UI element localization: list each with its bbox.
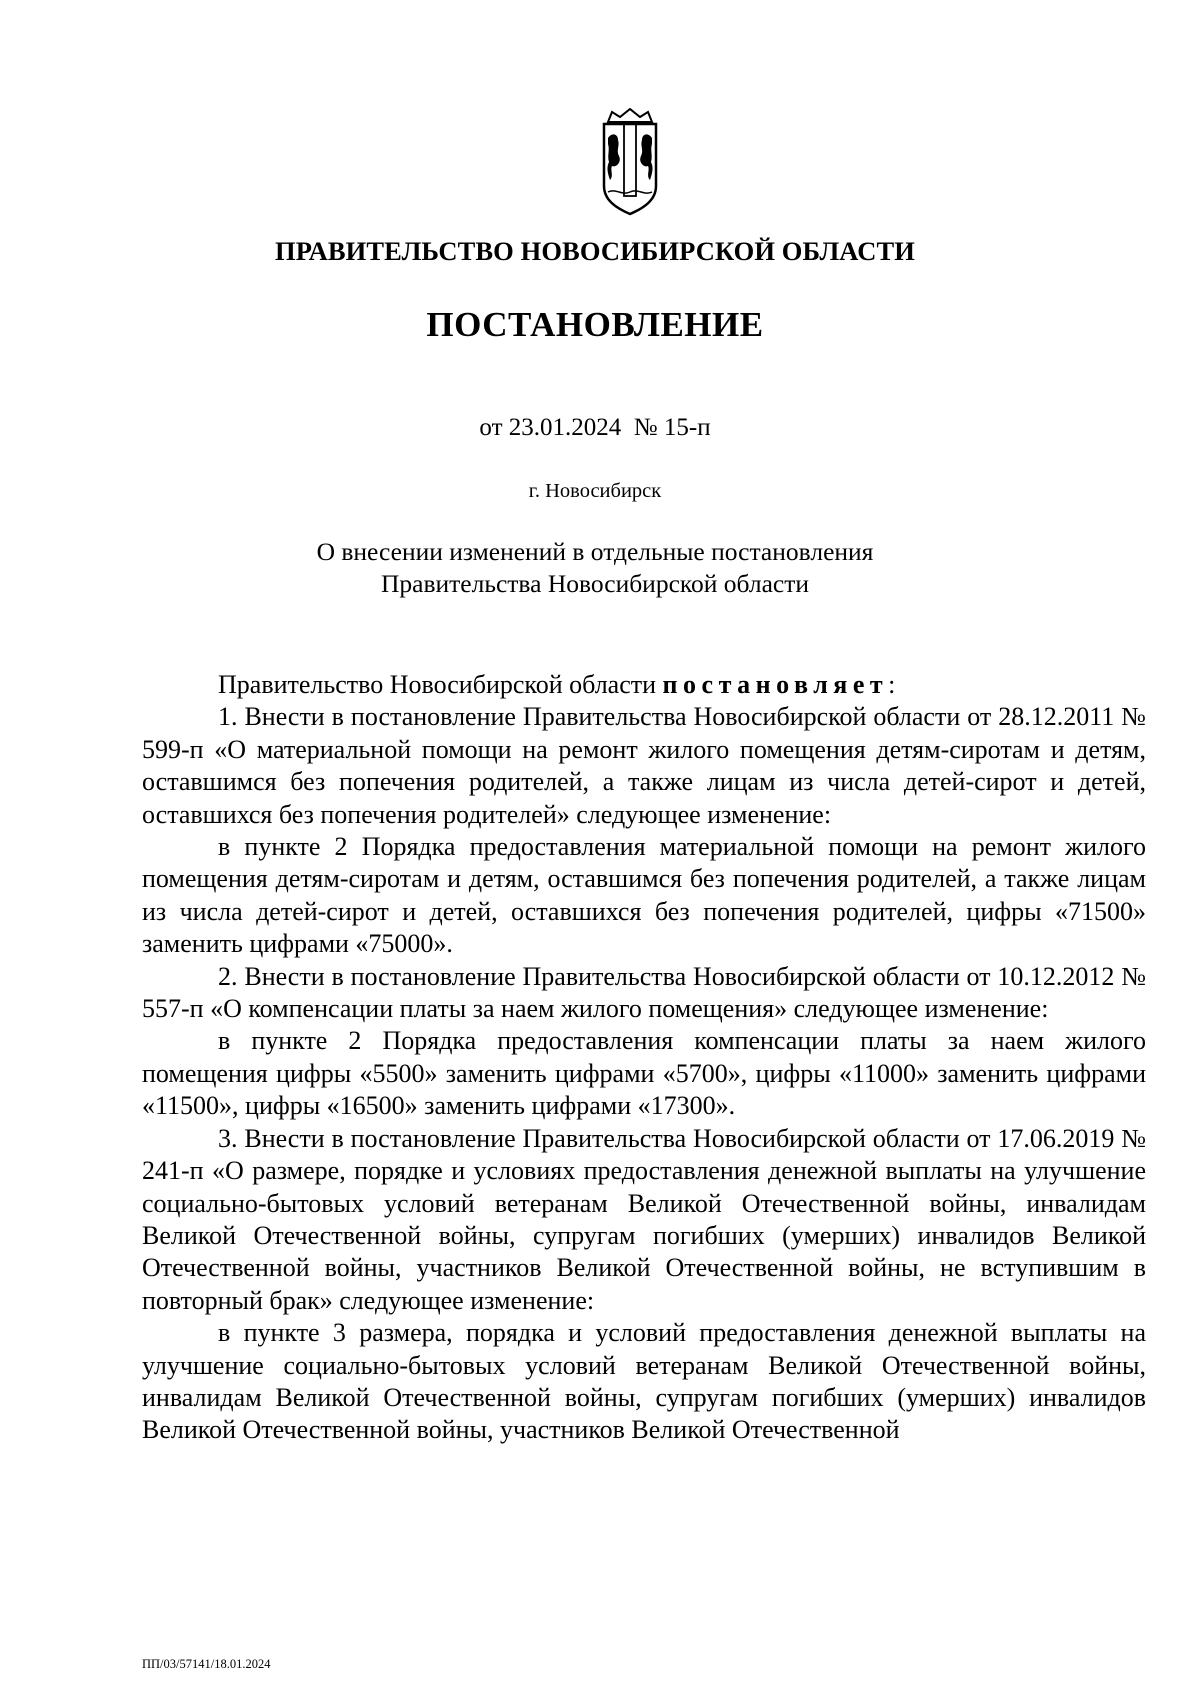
document-subject bbox=[0, 536, 1190, 600]
date-number-line bbox=[0, 414, 1190, 442]
document-code: ПП/03/57141/18.01.2024 bbox=[142, 1657, 271, 1671]
document-date: от 23.01.2024 bbox=[479, 414, 622, 441]
document-number: № 15-п bbox=[633, 414, 711, 441]
organization-title: ПРАВИТЕЛЬСТВО НОВОСИБИРСКОЙ ОБЛАСТИ bbox=[275, 236, 915, 266]
city: г. Новосибирск bbox=[528, 480, 662, 502]
subject-line-1: О внесении изменений в отдельные постановления bbox=[316, 537, 874, 566]
intro-verb: постановляет bbox=[662, 670, 889, 699]
intro-text: Правительство Новосибирской области bbox=[218, 670, 657, 699]
paragraph-1-change: в пункте 2 Порядка предоставления материальной помощи на ремонт жилого помещения детям-сиротам и детям, оставшимся без попечения родителей, а также лицам из числа детей-сирот и детей, оставшихся без попечения родителей, цифры «71500» заменить цифрами «75000». bbox=[142, 832, 1146, 959]
coat-of-arms-icon bbox=[598, 108, 662, 218]
document-body bbox=[142, 669, 1146, 1447]
paragraph-1: 1. Внести в постановление Правительства Новосибирской области от 28.12.2011 № 599-п «О материальной помощи на ремонт жилого помещения детям-сиротам и детям, оставшимся без попечения родителей, а также лицам из числа детей-сирот и детей, оставшихся без попечения родителей» следующее изменение: bbox=[142, 702, 1146, 829]
paragraph-3: 3. Внести в постановление Правительства Новосибирской области от 17.06.2019 № 241-п «О размере, порядке и условиях предоставления денежной выплаты на улучшение социально-бытовых условий ветеранам Великой Отечественной войны, инвалидам Великой Отечественной войны, супругам погибших (умерших) инвалидов Великой Отечественной войны, участников Великой Отечественной войны, не вступившим в повторный брак» следующее изменение: bbox=[142, 1123, 1146, 1315]
paragraph-2-change: в пункте 2 Порядка предоставления компенсации платы за наем жилого помещения цифры «5500» заменить цифрами «5700», цифры «11000» заменить цифрами «11500», цифры «16500» заменить цифрами «17300». bbox=[142, 1026, 1146, 1121]
document-type: ПОСТАНОВЛЕНИЕ bbox=[426, 305, 764, 344]
paragraph-2: 2. Внести в постановление Правительства Новосибирской области от 10.12.2012 № 557-п «О компенсации платы за наем жилого помещения» следующее изменение: bbox=[142, 961, 1146, 1024]
subject-line-2: Правительства Новосибирской области bbox=[380, 569, 810, 598]
intro-paragraph bbox=[142, 669, 1146, 701]
paragraph-3-change: в пункте 3 размера, порядка и условий предоставления денежной выплаты на улучшение социально-бытовых условий ветеранам Великой Отечественной войны, инвалидам Великой Отечественной войны, супругам погибших (умерших) инвалидов Великой Отечественной войны, участников Великой Отечественной bbox=[142, 1318, 1146, 1445]
intro-colon: : bbox=[888, 670, 896, 699]
